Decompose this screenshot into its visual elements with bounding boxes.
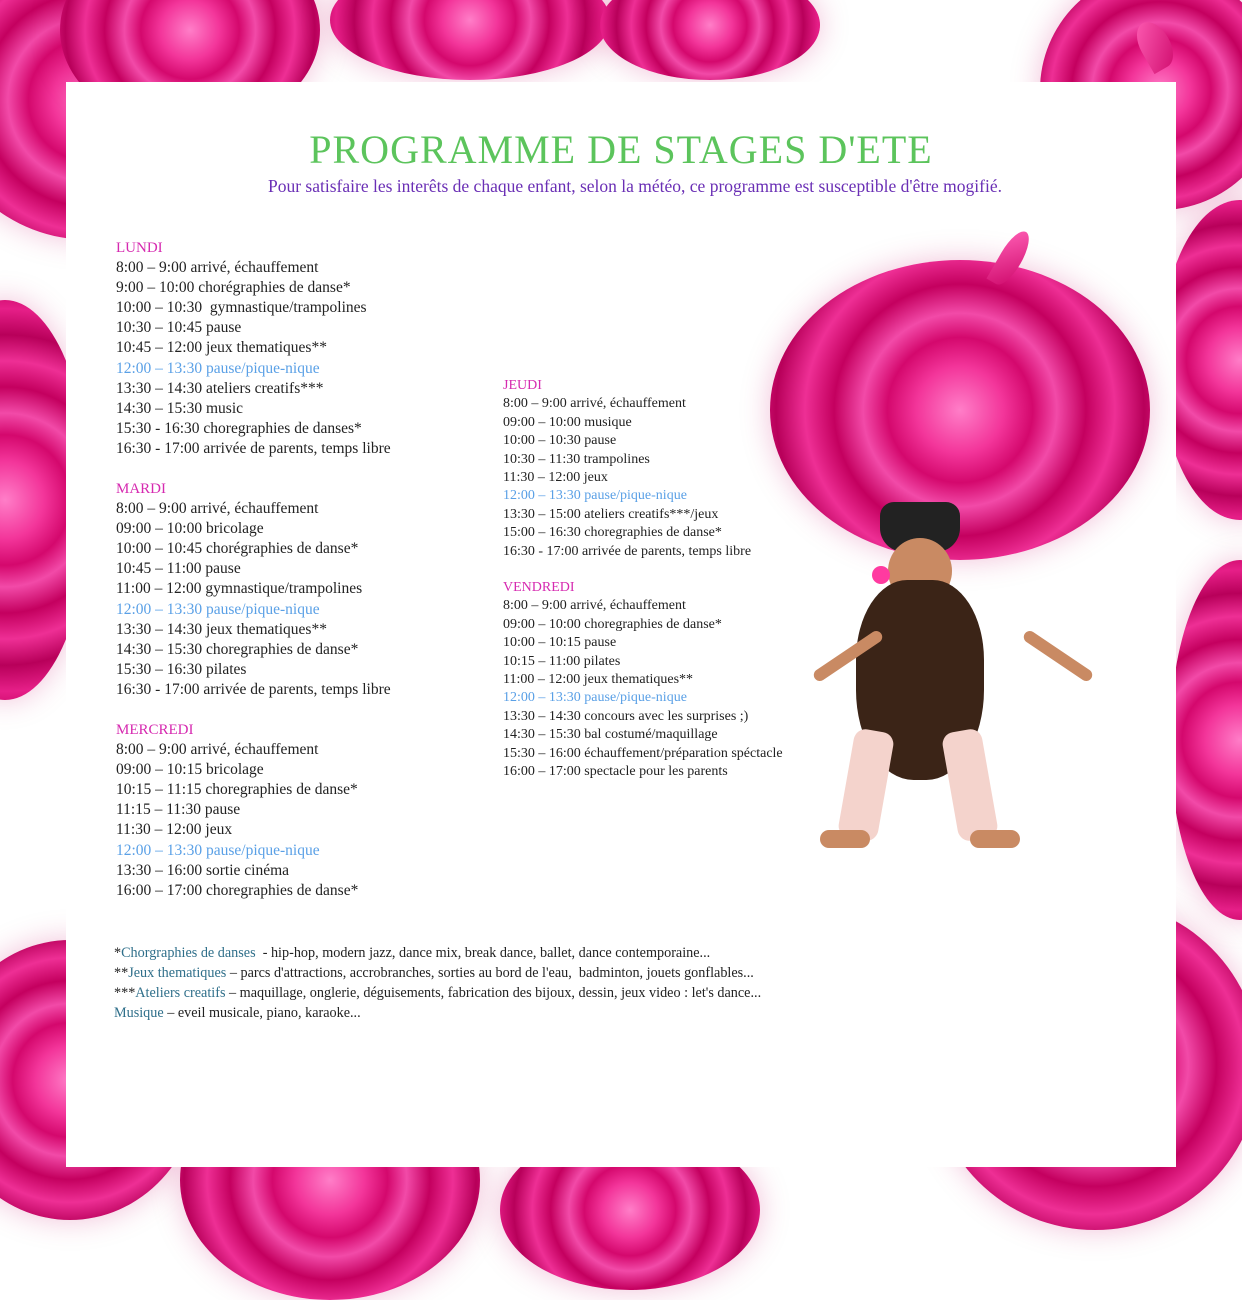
schedule-line: 10:45 – 11:00 pause [116,560,241,578]
day-schedule-jeudi [503,377,751,561]
schedule-line: 15:00 – 16:30 choregraphies de danse* [503,525,722,541]
schedule-line: 13:30 – 14:30 jeux thematiques** [116,620,327,638]
schedule-line: 10:45 – 12:00 jeux thematiques** [116,339,327,357]
schedule-line: 13:30 – 14:30 concours avec les surprises ;) [503,708,749,724]
schedule-line: 09:00 – 10:00 musique [503,414,632,430]
schedule-line: 8:00 – 9:00 arrivé, échauffement [503,396,686,412]
schedule-line: 10:15 – 11:15 choregraphies de danse* [116,781,358,799]
schedule-line: 14:30 – 15:30 music [116,399,244,417]
schedule-line: 16:00 – 17:00 choregraphies de danse* [116,881,359,899]
schedule-line-lunch: 12:00 – 13:30 pause/pique-nique [116,841,320,859]
schedule-line: 10:00 – 10:30 pause [503,433,617,449]
dancer-illustration [810,500,1110,860]
schedule-line: 11:15 – 11:30 pause [116,801,241,819]
page-title: PROGRAMME DE STAGES D'ETE [309,127,933,172]
day-schedule-lundi [116,238,391,459]
day-header: MERCREDI [116,722,194,738]
schedule-line: 16:30 - 17:00 arrivée de parents, temps libre [116,680,391,698]
schedule-line: 10:00 – 10:30 gymnastique/trampolines [116,299,367,317]
schedule-line: 8:00 – 9:00 arrivé, échauffement [116,741,319,759]
day-schedule-vendredi [503,579,783,781]
schedule-line: 10:00 – 10:45 chorégraphies de danse* [116,540,359,558]
schedule-line-lunch: 12:00 – 13:30 pause/pique-nique [503,690,687,706]
day-schedule-mercredi [116,720,358,901]
page-subtitle: Pour satisfaire les interêts de chaque enfant, selon la météo, ce programme est susceptible d'être mogifié. [267,176,1002,196]
schedule-line: 11:00 – 12:00 jeux thematiques** [503,672,694,688]
schedule-line: 9:00 – 10:00 chorégraphies de danse* [116,279,351,297]
schedule-line: 15:30 – 16:00 échauffement/préparation spéctacle [503,745,783,761]
schedule-line: 14:30 – 15:30 bal costumé/maquillage [503,727,718,743]
schedule-line: 14:30 – 15:30 choregraphies de danse* [116,640,359,658]
schedule-line: 10:00 – 10:15 pause [503,635,617,651]
schedule-line: 11:30 – 12:00 jeux [116,821,233,839]
schedule-line: 11:30 – 12:00 jeux [503,470,608,486]
footnote: *Chorgraphies de danses - hip-hop, modern jazz, dance mix, break dance, ballet, dance contemporaine... [114,945,711,961]
schedule-line: 10:30 – 11:30 trampolines [503,451,650,467]
day-header: MARDI [116,481,167,497]
schedule-line-lunch: 12:00 – 13:30 pause/pique-nique [503,488,687,504]
schedule-line: 10:30 – 10:45 pause [116,319,242,337]
schedule-line: 09:00 – 10:00 choregraphies de danse* [503,616,722,632]
schedule-line: 16:30 - 17:00 arrivée de parents, temps libre [116,439,391,457]
footnote: Musique – eveil musicale, piano, karaoke... [114,1004,361,1021]
schedule-line: 09:00 – 10:00 bricolage [116,520,264,538]
day-header: JEUDI [503,378,542,393]
day-header: VENDREDI [503,580,575,595]
schedule-line: 16:00 – 17:00 spectacle pour les parents [503,764,728,780]
schedule-line: 8:00 – 9:00 arrivé, échauffement [503,598,686,614]
schedule-line: 8:00 – 9:00 arrivé, échauffement [116,500,319,518]
footnote: ***Ateliers creatifs – maquillage, onglerie, déguisements, fabrication des bijoux, dessin, jeux video : let's dance... [114,984,762,1001]
schedule-line: 15:30 – 16:30 pilates [116,660,247,678]
schedule-line: 8:00 – 9:00 arrivé, échauffement [116,259,319,277]
day-schedule-mardi [116,479,391,700]
footnotes [114,944,761,1024]
schedule-line: 16:30 - 17:00 arrivée de parents, temps libre [503,543,752,559]
footnote: **Jeux thematiques – parcs d'attractions, accrobranches, sorties au bord de l'eau, badminton, jouets gonflables... [114,964,754,981]
day-header: LUNDI [116,240,163,256]
schedule-line: 13:30 – 15:00 ateliers creatifs***/jeux [503,506,719,522]
schedule-line: 11:00 – 12:00 gymnastique/trampolines [116,580,363,598]
schedule-line: 09:00 – 10:15 bricolage [116,761,264,779]
schedule-line: 10:15 – 11:00 pilates [503,653,621,669]
schedule-line-lunch: 12:00 – 13:30 pause/pique-nique [116,359,320,377]
schedule-line: 13:30 – 16:00 sortie cinéma [116,861,290,879]
schedule-line: 13:30 – 14:30 ateliers creatifs*** [116,379,324,397]
schedule-line-lunch: 12:00 – 13:30 pause/pique-nique [116,600,320,618]
schedule-line: 15:30 - 16:30 choregraphies de danses* [116,419,362,437]
